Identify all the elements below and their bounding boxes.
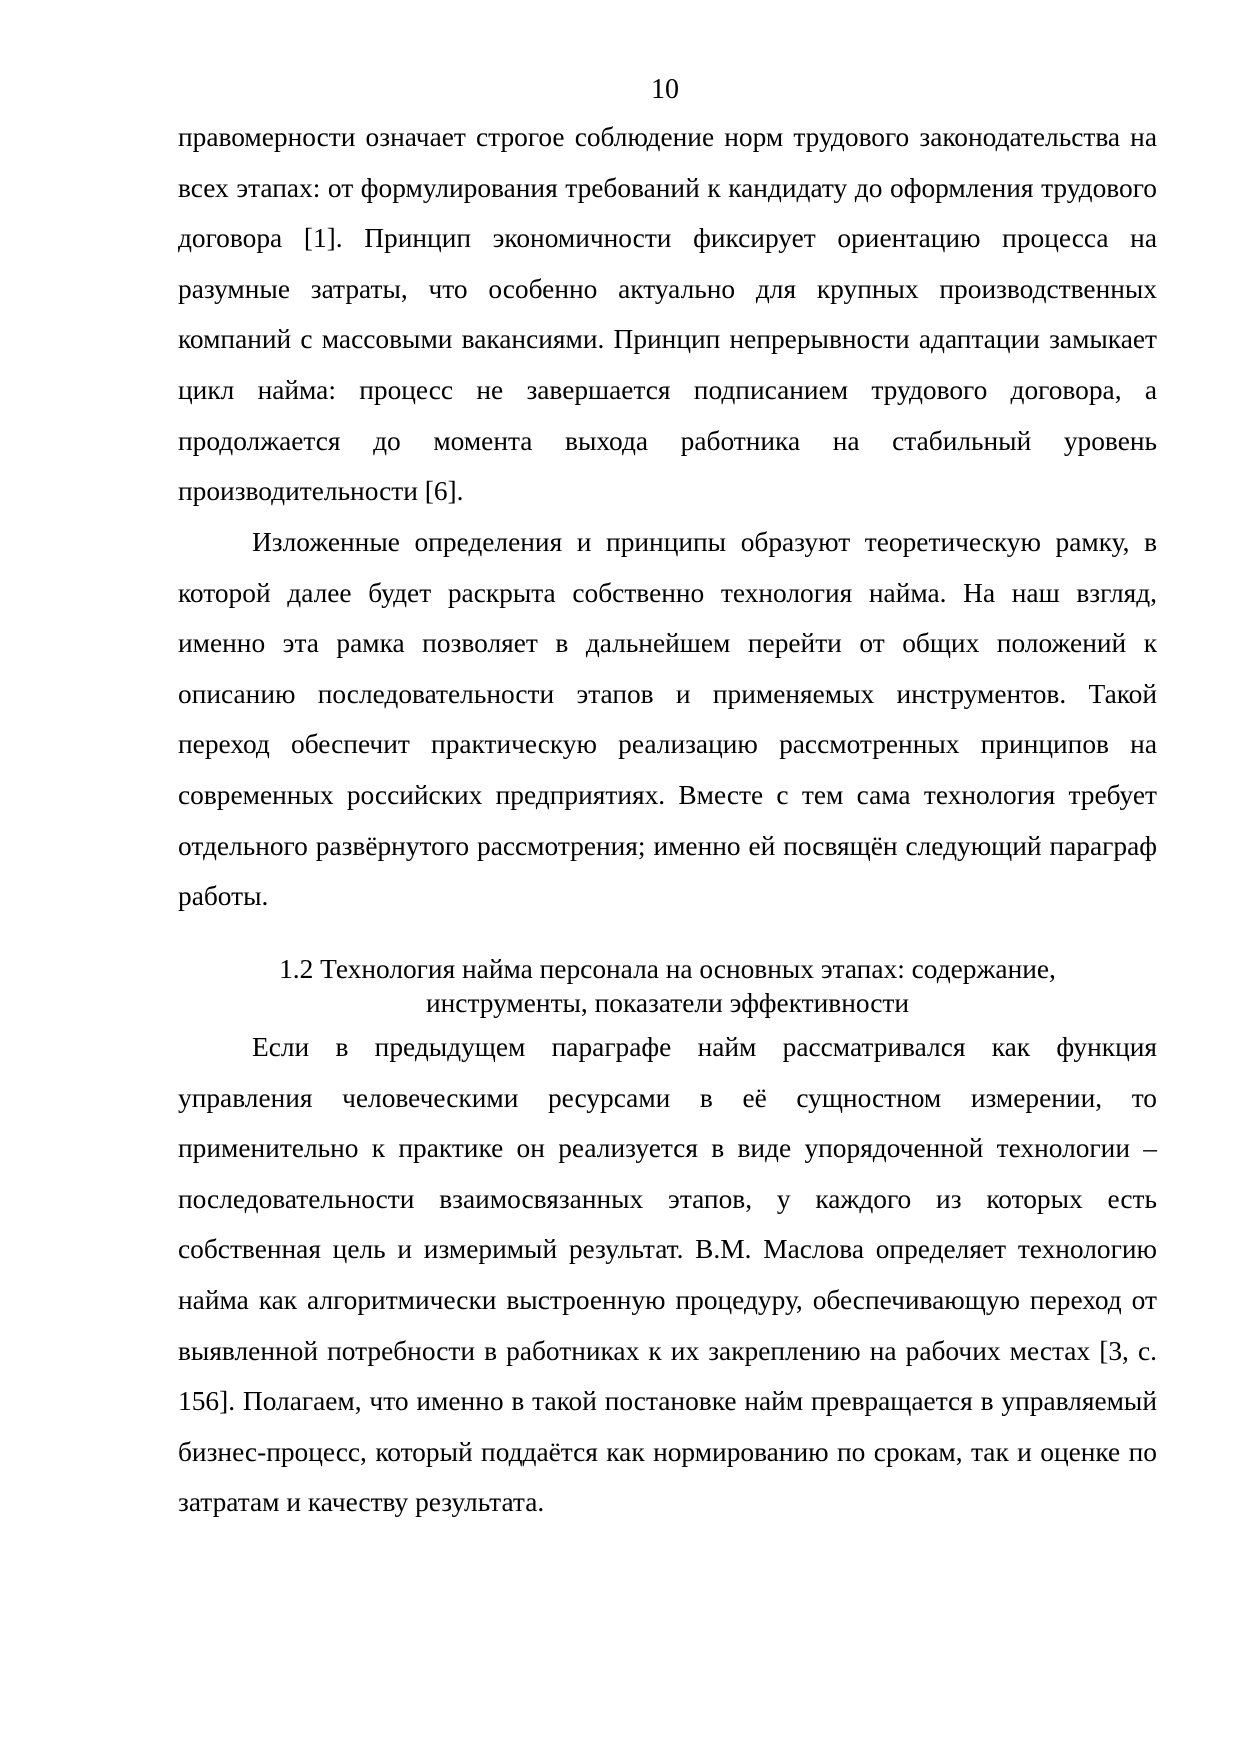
section-heading-line-2: инструменты, показатели эффективности [425, 988, 910, 1018]
body-text-block [178, 112, 1157, 517]
section-heading [178, 952, 1157, 1020]
section-heading-line-1: 1.2 Технология найма персонала на основных этапах: содержание, [279, 954, 1056, 984]
section-text-block [178, 1022, 1157, 1528]
paragraph-intro: Если в предыдущем параграфе найм рассматривался как функция управления человеческими ресурсами в её сущностном измерении, то применительно к практике он реализуется в виде упорядоченной технологии – последовательности взаимосвязанных этапов, у каждого из которых есть собственная цель и измеримый результат. В.М. Маслова определяет технологию найма как алгоритмически выстроенную процедуру, обеспечивающую переход от выявленной потребности в работниках к их закреплению на рабочих местах [3, с. 156]. Полагаем, что именно в такой постановке найм превращается в управляемый бизнес-процесс, который поддаётся как нормированию по срокам, так и оценке по затратам и качеству результата. [178, 1032, 1157, 1518]
body-text-block [178, 517, 1157, 922]
paragraph-continuation: правомерности означает строгое соблюдение норм трудового законодательства на всех этапах: от формулирования требований к кандидату до оформления трудового договора [1]. Принцип экономичности фиксирует ориентацию процесса на разумные затраты, что особенно актуально для крупных производственных компаний с массовыми вакансиями. Принцип непрерывности адаптации замыкает цикл найма: процесс не завершается подписанием трудового договора, а продолжается до момента выхода работника на стабильный уровень производительности [6]. [178, 122, 1157, 507]
paragraph-framework: Изложенные определения и принципы образуют теоретическую рамку, в которой далее будет раскрыта собственно технология найма. На наш взгляд, именно эта рамка позволяет в дальнейшем перейти от общих положений к описанию последовательности этапов и применяемых инструментов. Такой переход обеспечит практическую реализацию рассмотренных принципов на современных российских предприятиях. Вместе с тем сама технология требует отдельного развёрнутого рассмотрения; именно ей посвящён следующий параграф работы. [178, 527, 1157, 912]
page-number: 10 [651, 74, 679, 105]
